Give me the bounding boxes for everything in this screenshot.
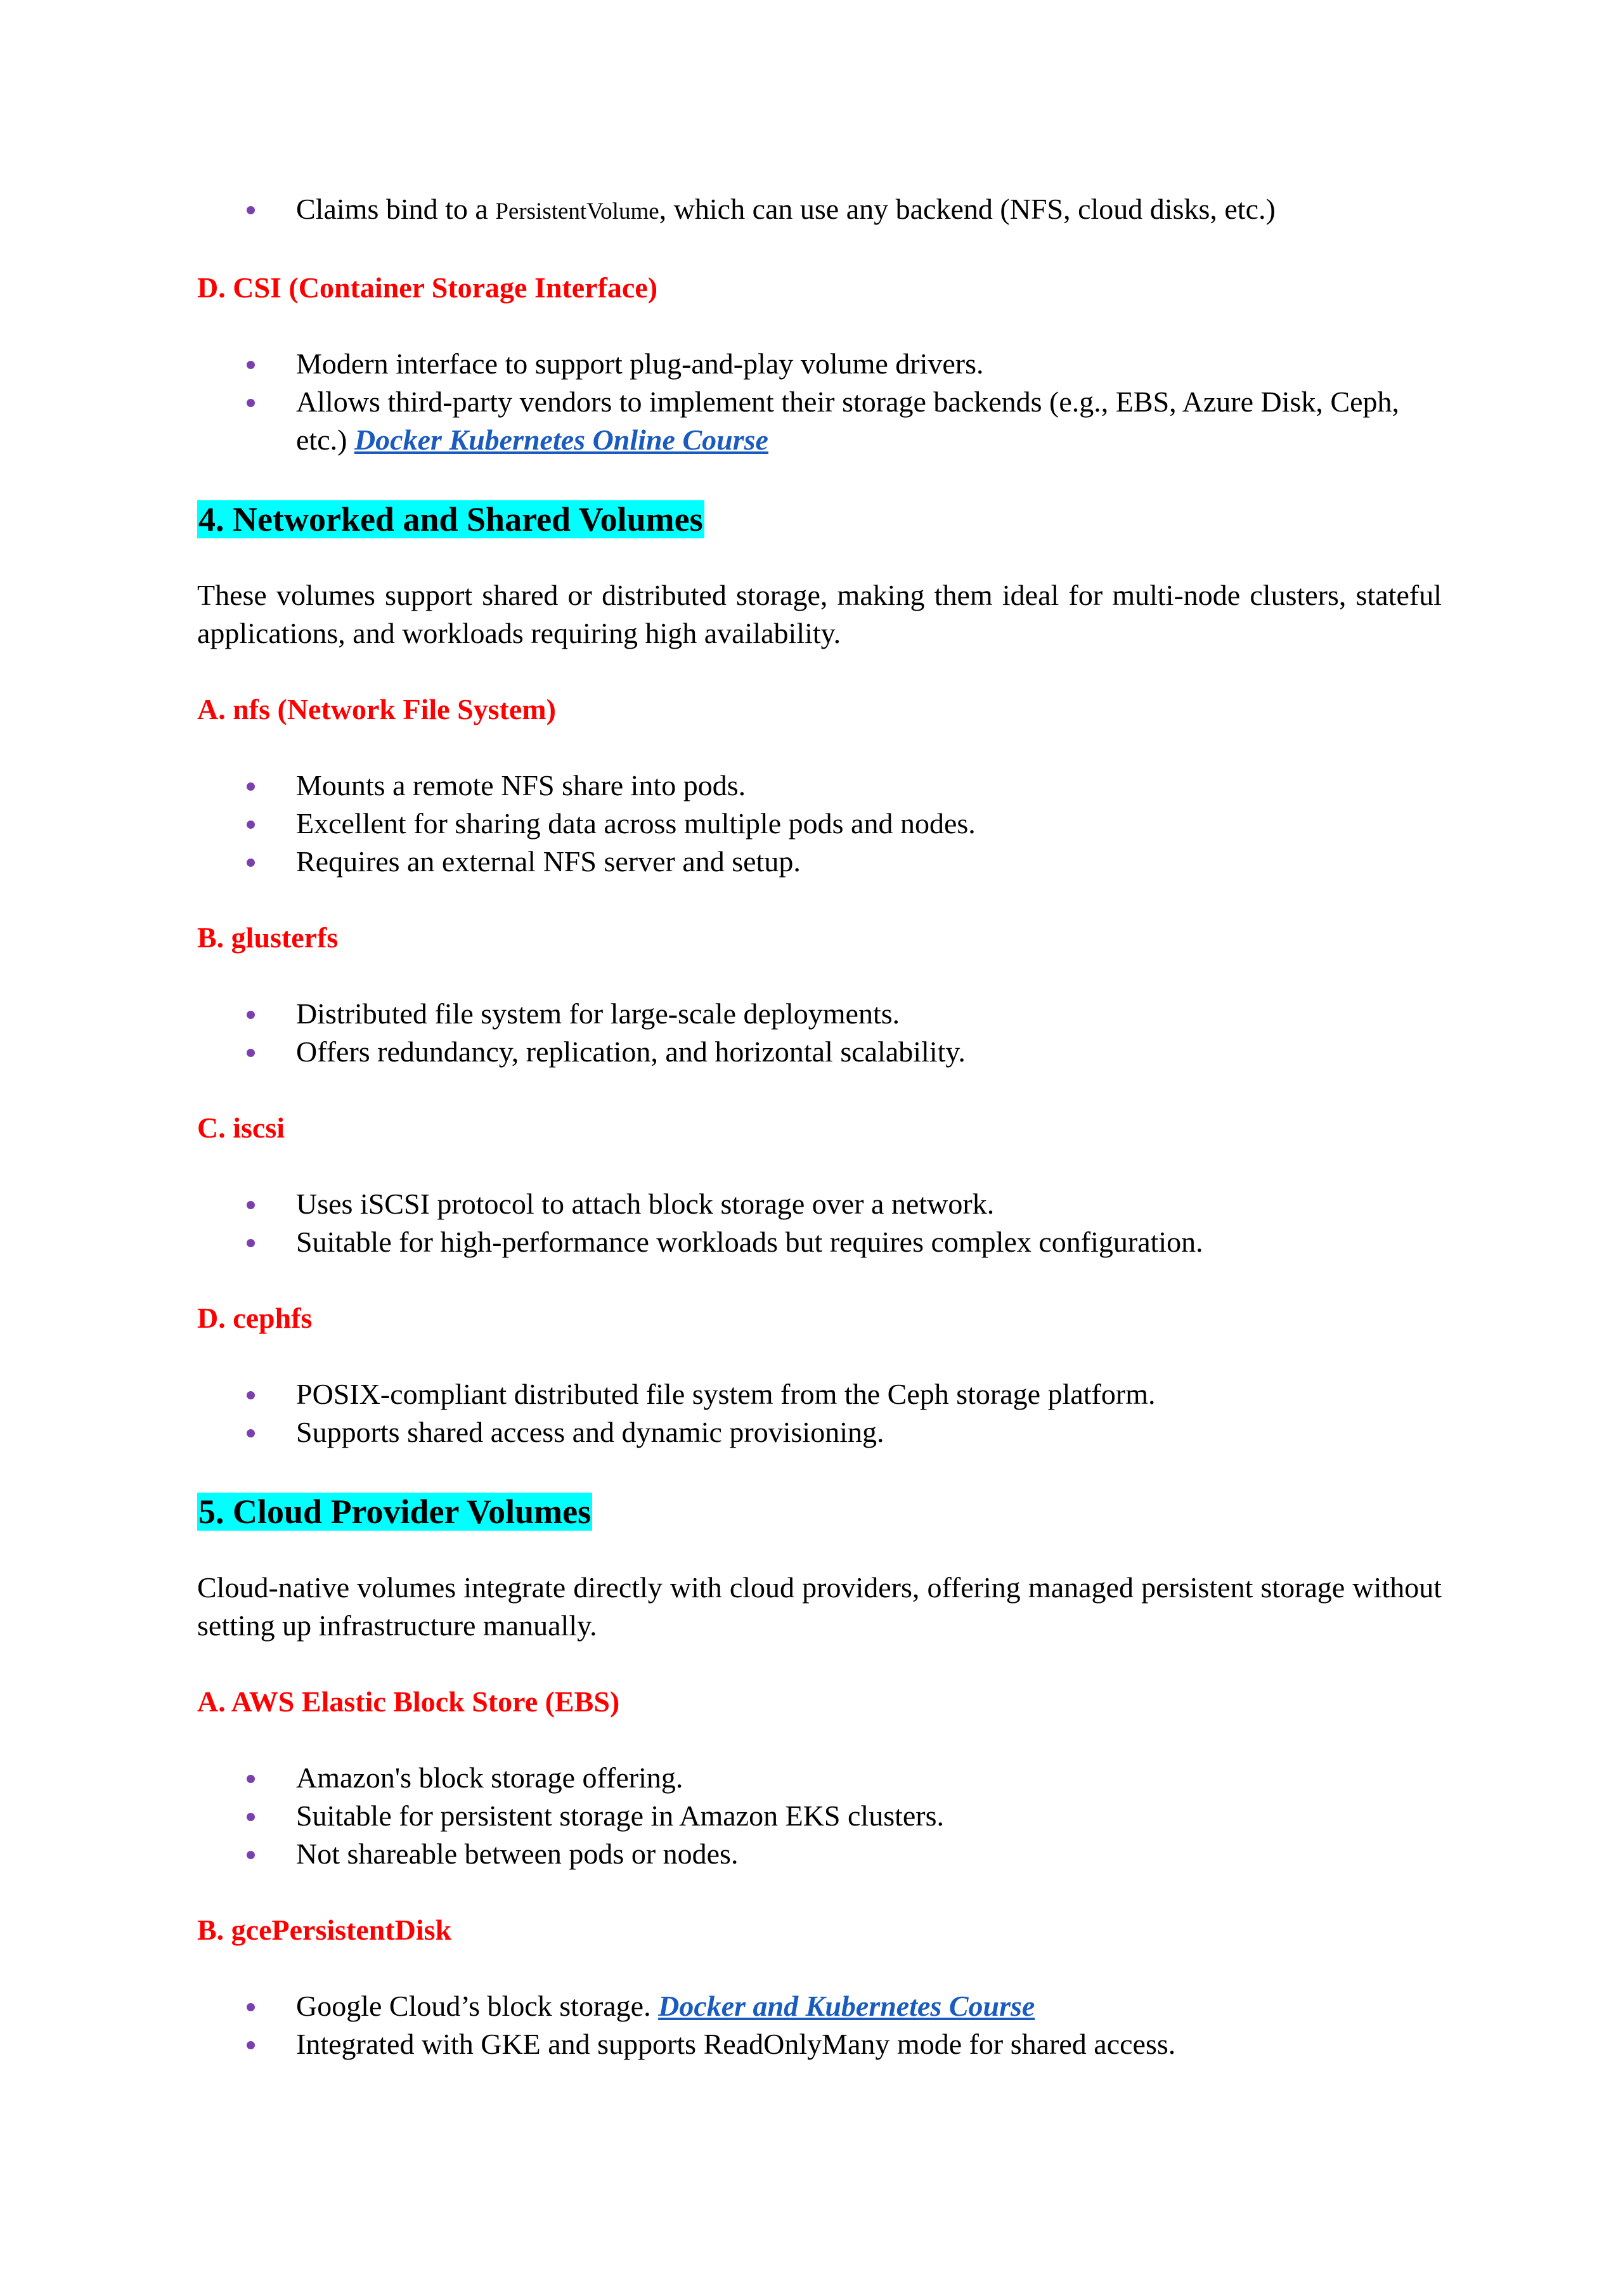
list-item: Amazon's block storage offering. bbox=[197, 1759, 1442, 1797]
bullet-icon bbox=[247, 1391, 255, 1399]
bullet-icon bbox=[247, 782, 255, 791]
bullet-icon bbox=[247, 399, 255, 407]
bullet-icon bbox=[247, 1851, 255, 1859]
docker-kubernetes-online-course-link[interactable]: Docker Kubernetes Online Course bbox=[354, 424, 768, 456]
nfs-bullet-list bbox=[197, 767, 1442, 881]
cephfs-heading: D. cephfs bbox=[197, 1302, 313, 1334]
list-item: Mounts a remote NFS share into pods. bbox=[197, 767, 1442, 805]
section-4-intro: These volumes support shared or distributed storage, making them ideal for multi-node clusters, stateful applications, and workloads requiring high availability. bbox=[197, 579, 1442, 649]
persistentvolume-term: PersistentVolume bbox=[495, 198, 659, 224]
list-item: POSIX-compliant distributed file system from the Ceph storage platform. bbox=[197, 1375, 1442, 1413]
nfs-heading: A. nfs (Network File System) bbox=[197, 693, 556, 725]
bullet-icon bbox=[247, 1813, 255, 1821]
list-item: Integrated with GKE and supports ReadOnlyMany mode for shared access. bbox=[197, 2025, 1442, 2063]
glusterfs-heading: B. glusterfs bbox=[197, 921, 339, 954]
list-item: Offers redundancy, replication, and horizontal scalability. bbox=[197, 1033, 1442, 1071]
section-4-heading: 4. Networked and Shared Volumes bbox=[198, 500, 703, 538]
bullet-icon bbox=[247, 2041, 255, 2049]
cephfs-bullet-list bbox=[197, 1375, 1442, 1451]
iscsi-bullet-list bbox=[197, 1185, 1442, 1261]
bullet-icon bbox=[247, 1049, 255, 1057]
list-item: Claims bind to a PersistentVolume, which can use any backend (NFS, cloud disks, etc.) bbox=[197, 190, 1442, 231]
list-item: Supports shared access and dynamic provisioning. bbox=[197, 1413, 1442, 1451]
ebs-heading: A. AWS Elastic Block Store (EBS) bbox=[197, 1685, 620, 1718]
list-item: Suitable for persistent storage in Amazon EKS clusters. bbox=[197, 1797, 1442, 1835]
docker-and-kubernetes-course-link[interactable]: Docker and Kubernetes Course bbox=[658, 1990, 1035, 2022]
gce-heading: B. gcePersistentDisk bbox=[197, 1914, 452, 1946]
list-item: Uses iSCSI protocol to attach block storage over a network. bbox=[197, 1185, 1442, 1223]
bullet-icon bbox=[247, 361, 255, 369]
list-item: Suitable for high-performance workloads but requires complex configuration. bbox=[197, 1223, 1442, 1261]
gce-bullet-list bbox=[197, 1987, 1442, 2063]
list-item: Excellent for sharing data across multiple pods and nodes. bbox=[197, 805, 1442, 843]
bullet-icon bbox=[247, 1201, 255, 1209]
bullet-icon bbox=[247, 1775, 255, 1783]
bullet-icon bbox=[247, 859, 255, 867]
list-item: Allows third-party vendors to implement their storage backends (e.g., EBS, Azure Disk, Ceph, etc.) Docker Kubernetes Online Course bbox=[197, 383, 1442, 459]
pvc-bullet-list bbox=[197, 190, 1442, 231]
csi-heading: D. CSI (Container Storage Interface) bbox=[197, 271, 658, 304]
list-item: Google Cloud’s block storage. Docker and Kubernetes Course bbox=[197, 1987, 1442, 2025]
glusterfs-bullet-list bbox=[197, 995, 1442, 1071]
list-item: Requires an external NFS server and setup. bbox=[197, 843, 1442, 881]
iscsi-heading: C. iscsi bbox=[197, 1112, 285, 1144]
section-5-intro: Cloud-native volumes integrate directly with cloud providers, offering managed persistent storage without setting up infrastructure manually. bbox=[197, 1571, 1442, 1642]
bullet-icon bbox=[247, 2003, 255, 2011]
csi-bullet-list bbox=[197, 345, 1442, 459]
bullet-icon bbox=[247, 820, 255, 829]
section-5-heading: 5. Cloud Provider Volumes bbox=[198, 1493, 592, 1531]
list-item: Modern interface to support plug-and-play volume drivers. bbox=[197, 345, 1442, 383]
list-item: Distributed file system for large-scale deployments. bbox=[197, 995, 1442, 1033]
bullet-icon bbox=[247, 1011, 255, 1019]
bullet-icon bbox=[247, 206, 255, 214]
ebs-bullet-list bbox=[197, 1759, 1442, 1873]
bullet-icon bbox=[247, 1239, 255, 1247]
bullet-icon bbox=[247, 1429, 255, 1437]
document-page bbox=[197, 190, 1442, 2063]
list-item: Not shareable between pods or nodes. bbox=[197, 1835, 1442, 1873]
